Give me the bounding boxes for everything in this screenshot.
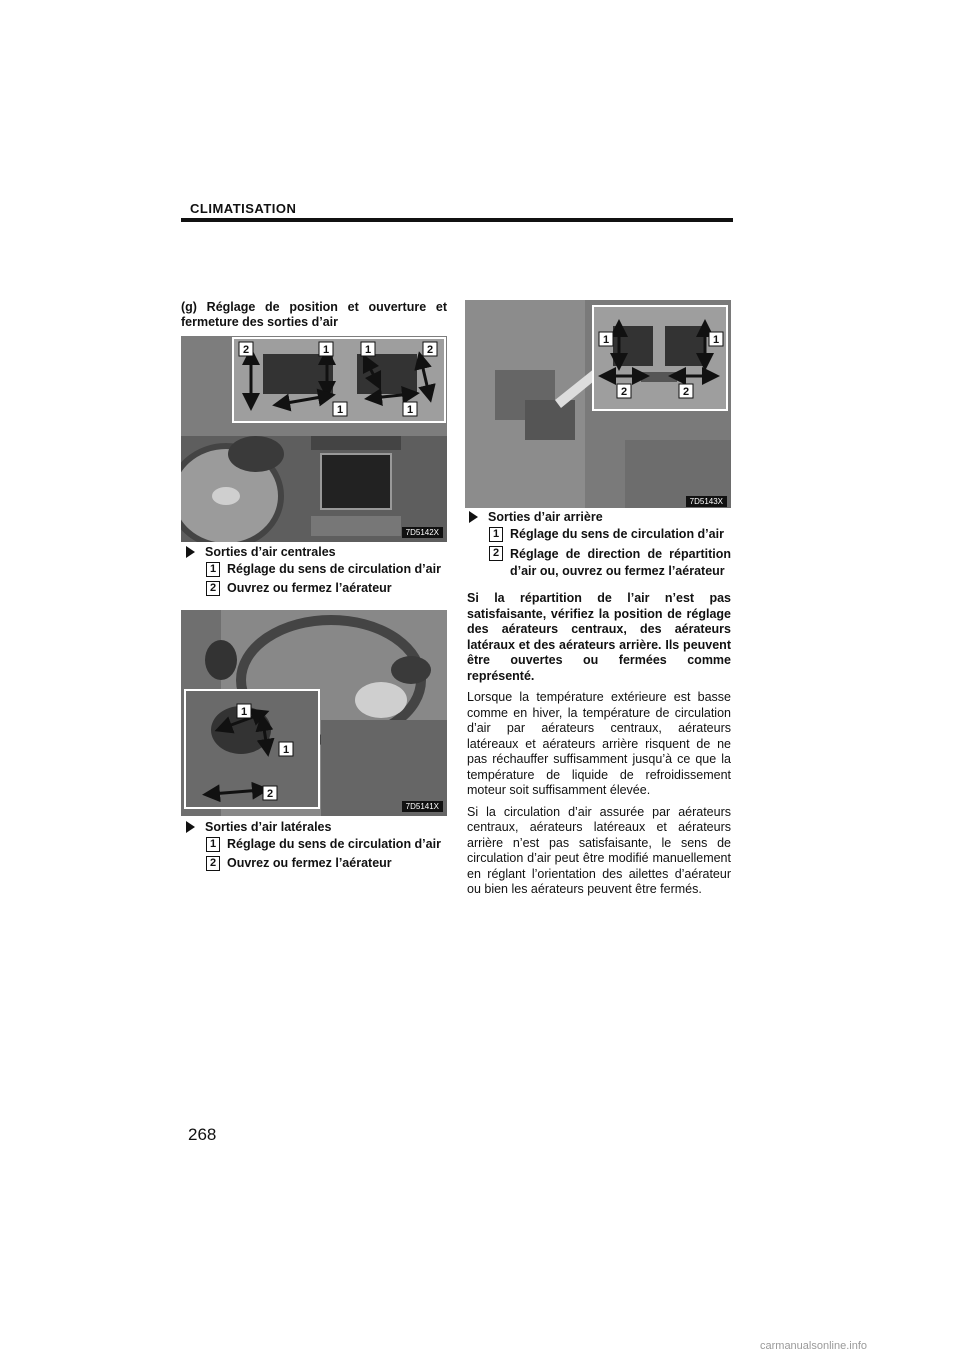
- fig1-label-2-text: 1: [364, 344, 372, 356]
- caption-lateral: [186, 820, 450, 871]
- fig1-label-0-text: 2: [242, 344, 250, 356]
- bullet-arrow-icon: [186, 546, 195, 558]
- figure-code: 7D5141X: [402, 801, 443, 812]
- figure-code: 7D5143X: [686, 496, 727, 507]
- caption-rear-title: Sorties d’air arrière: [488, 510, 603, 524]
- item-text: Réglage de direction de répartition d’air ou, ouvrez ou fermez l’aérateur: [510, 547, 731, 578]
- fig3-label-1-text: 1: [712, 334, 720, 346]
- item-number: 2: [489, 546, 503, 561]
- caption-central-item: [206, 581, 450, 596]
- item-text: Réglage du sens de circulation d’air: [227, 837, 441, 851]
- caption-lateral-title: Sorties d’air latérales: [205, 820, 332, 834]
- caption-lateral-item: [206, 837, 450, 852]
- paragraph: Lorsque la température extérieure est basse comme en hiver, la température de circulation d’air par aérateurs centraux, aérateurs latéreaux et aérateurs arrière risquent de ne pas réchauffer suffisamment jusqu’à ce que la température de liquide de refroidissement moteur soit suffisamment élevée.: [467, 690, 731, 797]
- bullet-arrow-icon: [469, 511, 478, 523]
- header-rule: [181, 218, 733, 222]
- caption-central-title-row: [186, 545, 450, 559]
- caption-central-item: [206, 562, 450, 577]
- item-number: 1: [489, 527, 503, 542]
- figure-rear-vents: [465, 300, 731, 508]
- fig1-label-1-text: 1: [322, 344, 330, 356]
- figure-lateral-vents: [181, 610, 447, 816]
- caption-rear-item: [489, 527, 731, 542]
- section-heading: (g) Réglage de position et ouverture et fermeture des sorties d’air: [181, 300, 447, 329]
- fig2-label-1-text: 1: [282, 744, 290, 756]
- fig3-label-0-text: 1: [602, 334, 610, 346]
- fig1-label-5-text: 1: [406, 404, 414, 416]
- fig3-label-3-text: 2: [682, 386, 690, 398]
- figure-code: 7D5142X: [402, 527, 443, 538]
- caption-central: [186, 545, 450, 596]
- fig1-label-4-text: 1: [336, 404, 344, 416]
- bullet-arrow-icon: [186, 821, 195, 833]
- caption-lateral-item: [206, 856, 450, 871]
- caption-central-title: Sorties d’air centrales: [205, 545, 336, 559]
- fig2-label-2-text: 2: [266, 788, 274, 800]
- fig2-label-0-text: 1: [240, 706, 248, 718]
- caption-rear-title-row: [469, 510, 731, 524]
- caption-rear-item: [489, 546, 731, 580]
- item-text: Réglage du sens de circulation d’air: [227, 562, 441, 576]
- paragraph: Si la répartition de l’air n’est pas satisfaisante, vérifiez la position de réglage des aérateurs centraux, des aérateurs latéraux et des aérateurs arrière. Ils peuvent être ouvertes ou fermées comme représenté.: [467, 591, 731, 683]
- section-title: CLIMATISATION: [190, 201, 297, 216]
- figure-central-vents: [181, 336, 447, 542]
- caption-lateral-title-row: [186, 820, 450, 834]
- item-text: Ouvrez ou fermez l’aérateur: [227, 856, 392, 870]
- page-number: 268: [188, 1125, 217, 1144]
- item-number: 1: [206, 837, 220, 852]
- item-text: Ouvrez ou fermez l’aérateur: [227, 581, 392, 595]
- fig3-label-2-text: 2: [620, 386, 628, 398]
- fig1-label-3-text: 2: [426, 344, 434, 356]
- caption-rear: [469, 510, 731, 580]
- item-number: 2: [206, 581, 220, 596]
- paragraph: Si la circulation d’air assurée par aérateurs centraux, aérateurs latéreaux et aérateurs arrière n’est pas satisfaisante, le sens de circulation d’air peut être modifié manuellement en réglant l’orientation des ailettes d’aérateur ou bien les aérateurs peuvent être fermés.: [467, 804, 731, 896]
- item-text: Réglage du sens de circulation d’air: [510, 527, 724, 541]
- item-number: 1: [206, 562, 220, 577]
- item-number: 2: [206, 856, 220, 871]
- body-text: [467, 591, 731, 898]
- footer-watermark: carmanualsonline.info: [760, 1340, 868, 1352]
